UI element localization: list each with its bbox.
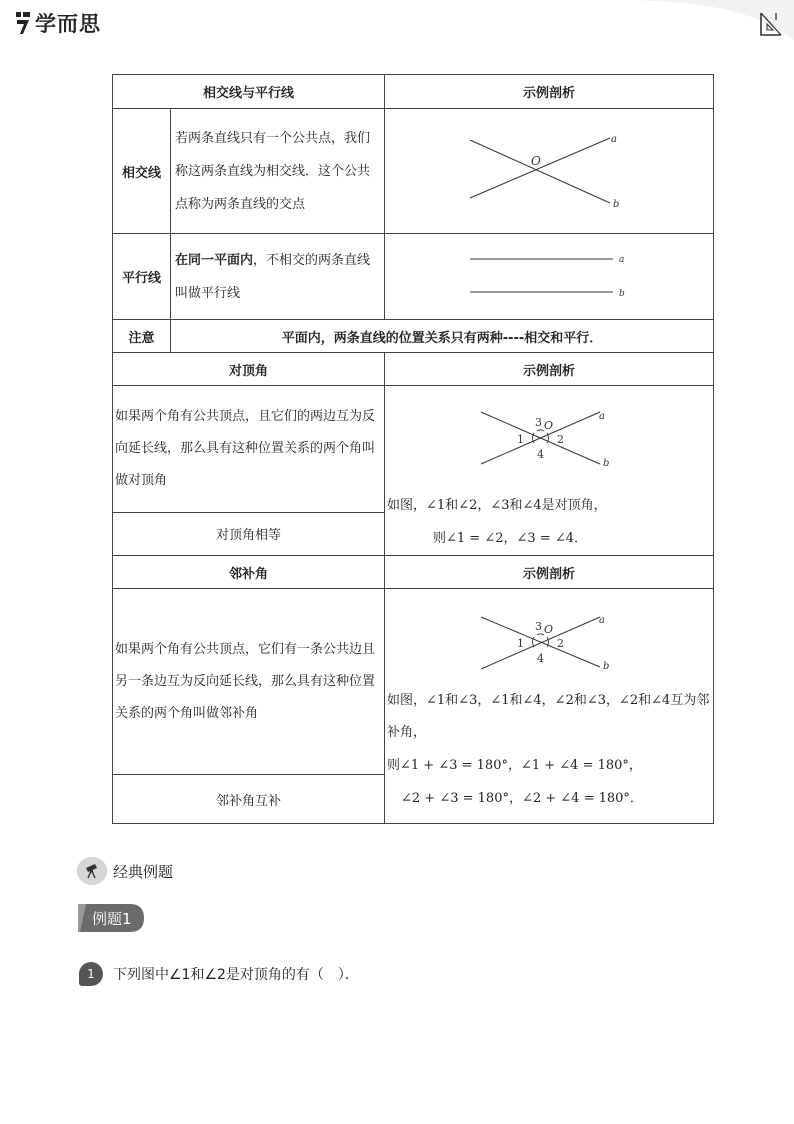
intersect-figure: [385, 109, 714, 233]
section-title: [77, 857, 173, 885]
vertical-example-line2: 则∠1 = ∠2，∠3 = ∠4．: [433, 531, 587, 546]
row-note: [113, 320, 714, 353]
vertical-definition: 如果两个角有公共顶点，且它们的两边互为反向延长线，那么具有这种位置关系的两个角叫做对顶角: [113, 386, 385, 513]
vertical-example-line1: 如图，∠1和∠2，∠3和∠4是对顶角，: [387, 498, 607, 513]
adjacent-angle1-label: 1: [517, 637, 525, 650]
parallel-label: 平行线: [113, 234, 171, 320]
vertical-example-cell: [385, 386, 714, 556]
row-vertical-def: [113, 386, 714, 513]
logo-mark-icon: [14, 10, 32, 36]
example-tag: [78, 904, 146, 932]
section2-header: [113, 353, 714, 386]
section3-header: [113, 556, 714, 589]
telescope-icon: [77, 857, 107, 885]
adjacent-line-b-label: b: [603, 661, 610, 672]
intersect-line-b-label: b: [613, 199, 620, 210]
row-intersect: [113, 109, 714, 234]
note-text: 平面内，两条直线的位置关系只有两种----相交和平行．: [171, 320, 714, 353]
section1-header: [113, 75, 714, 109]
parallel-figure: [385, 234, 714, 319]
parallel-line-b-label: b: [619, 289, 625, 299]
intersect-figure-cell: [385, 109, 714, 234]
question-number: 1: [79, 962, 103, 986]
adjacent-figure: [385, 589, 714, 681]
question-row: [79, 962, 359, 986]
adjacent-line-a-label: a: [599, 615, 605, 626]
vertical-line-a-label: a: [599, 411, 605, 422]
intersect-label: 相交线: [113, 109, 171, 234]
section3-header-left: 邻补角: [113, 556, 385, 589]
vertical-angle3-label: 3: [535, 416, 543, 429]
section1-header-right: 示例剖析: [385, 75, 714, 109]
vertical-angle2-label: 2: [557, 433, 565, 446]
note-label: 注意: [113, 320, 171, 353]
adjacent-angle3-label: 3: [535, 620, 543, 633]
vertical-line-b-label: b: [603, 458, 610, 469]
row-adjacent-def: [113, 589, 714, 775]
brand-name: 学而思: [35, 12, 101, 36]
vertical-property: 对顶角相等: [113, 512, 385, 555]
adjacent-example-cell: [385, 589, 714, 824]
section-title-text: 经典例题: [113, 862, 174, 881]
parallel-line-a-label: a: [619, 255, 625, 265]
vertical-angle4-label: 4: [537, 448, 545, 461]
adjacent-example-line3: ∠2 + ∠3 = 180°，∠2 + ∠4 = 180°．: [401, 791, 643, 806]
brand-logo: [14, 8, 101, 38]
intersect-point-label: O: [531, 154, 541, 168]
parallel-text-bold: 在同一平面内: [175, 252, 254, 268]
adjacent-example-line1: 如图，∠1和∠3，∠1和∠4，∠2和∠3，∠2和∠4互为邻补角，: [387, 693, 710, 740]
parallel-text-rest: ，不相交的两条直线叫做平行线: [175, 252, 371, 301]
ruler-triangle-icon: [758, 10, 784, 38]
intersect-line-a-label: a: [611, 134, 617, 145]
adjacent-property: 邻补角互补: [113, 775, 385, 824]
section1-header-left: 相交线与平行线: [113, 75, 385, 109]
adjacent-example-line2: 则∠1 + ∠3 = 180°，∠1 + ∠4 = 180°，: [387, 758, 642, 773]
section3-header-right: 示例剖析: [385, 556, 714, 589]
adjacent-angle2-label: 2: [557, 637, 565, 650]
vertical-angle1-label: 1: [517, 433, 525, 446]
section2-header-left: 对顶角: [113, 353, 385, 386]
example-tag-text: 例题1: [92, 910, 132, 928]
intersect-text: 若两条直线只有一个公共点，我们称这两条直线为相交线．这个公共点称为两条直线的交点: [171, 109, 385, 234]
parallel-figure-cell: [385, 234, 714, 320]
section2-header-right: 示例剖析: [385, 353, 714, 386]
adjacent-definition: 如果两个角有公共顶点，它们有一条公共边且另一条边互为反向延长线，那么具有这种位置关系的两个角叫做邻补角: [113, 589, 385, 775]
concept-table: [112, 74, 714, 824]
row-parallel: [113, 234, 714, 320]
vertical-point-label: O: [544, 419, 554, 432]
question-text: 下列图中∠1和∠2是对顶角的有（ ）．: [113, 967, 359, 983]
adjacent-point-label: O: [544, 623, 554, 636]
adjacent-angle4-label: 4: [537, 652, 545, 665]
parallel-text: [171, 234, 385, 320]
vertical-figure: [385, 386, 714, 478]
